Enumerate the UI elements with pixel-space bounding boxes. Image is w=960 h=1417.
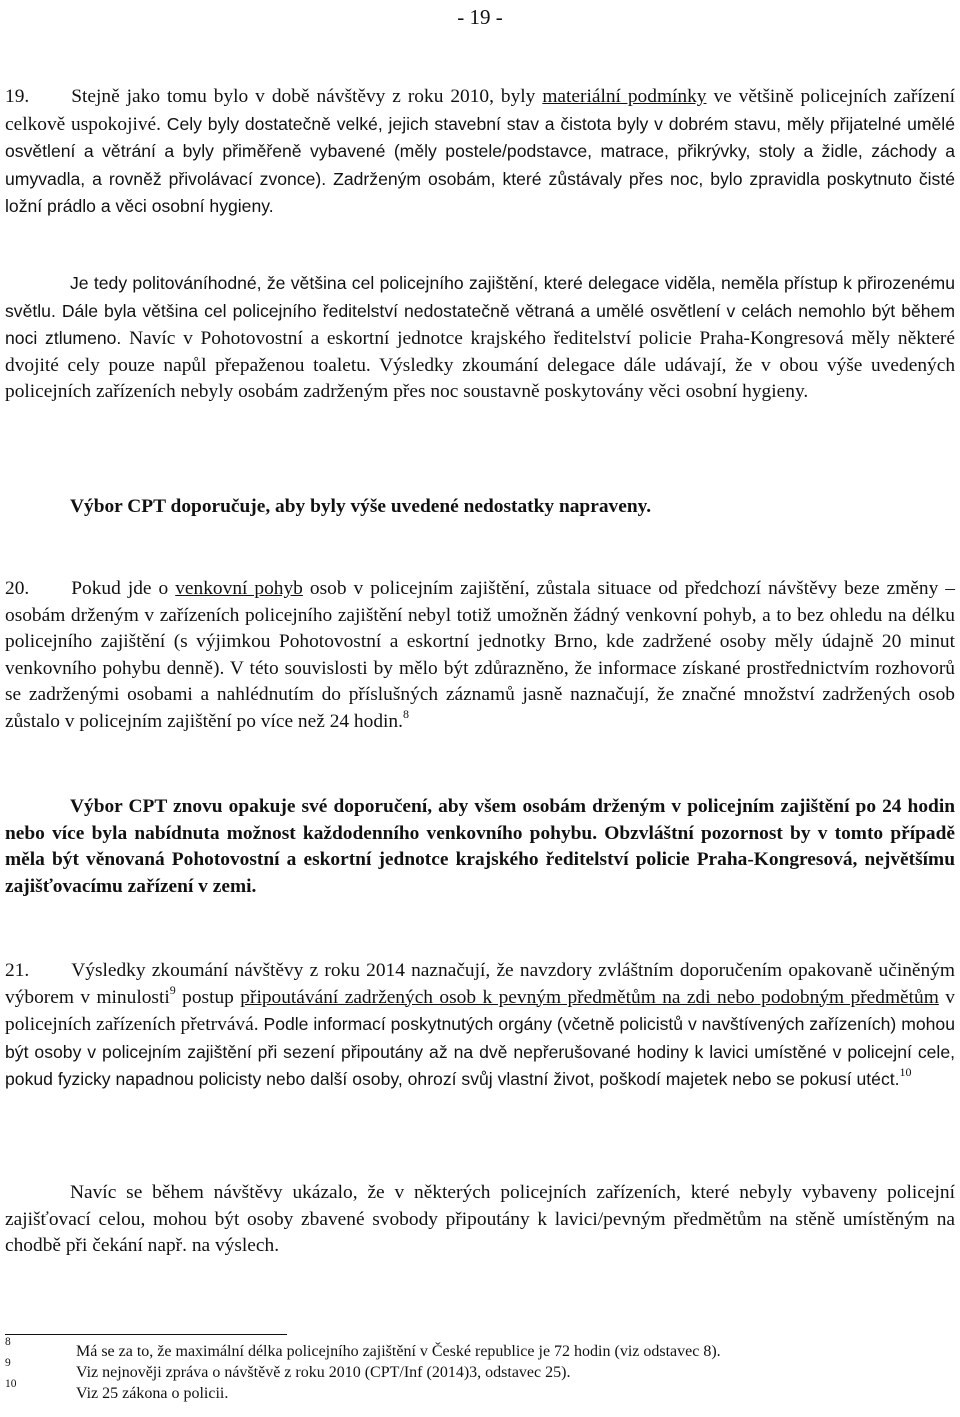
sentence: Cely byly dostatečně velké, jejich stavební stav a čistota byly v dobrém stavu, měly přijatelné umělé osvětlení a větrání a byly přiměřeně vybavené (měly postele/podstavce, matrace, přikrývky, stoly a židle, záchody a umyvadla, a rovněž přivolávací zvonce).: [5, 113, 955, 189]
footnote-ref: 10: [899, 1065, 912, 1080]
paragraph-20: 20. Pokud jde o venkovní pohyb osob v policejním zajištění, zůstala situace od předchozí návštěvy beze změny – osobám drženým v zařízeních policejního zajištění nebyl totiž umožněn žádný venkovní pohyb, a to bez ohledu na délku policejního zajištění (s výjimkou Pohotovostní a eskortní jednotky Brno, kde zadržené osoby měly údajně 20 minut venkovního pohybu denně). V této souvislosti by mělo být zdůrazněno, že informace získané prostřednictvím rozhovorů se zadrženými osobami a nahlédnutím do příslušných záznamů jasně naznačují, že značné množství zadržených osob zůstalo v policejním zajištění po více než 24 hodin.$^8$: [5, 578, 955, 732]
footnote-text: Viz 25 zákona o policii.: [76, 1385, 229, 1402]
footnote-text: Viz nejnověji zpráva o návštěvě z roku 2010 (CPT/Inf (2014)3, odstavec 25).: [76, 1364, 571, 1381]
footnote-mark: 9: [5, 1357, 11, 1369]
sentence: Je tedy politováníhodné, že většina cel policejního zajištění, které delegace viděla, neměla přístup k přirozenému světlu.: [5, 273, 955, 321]
footnote-ref: 9: [169, 982, 176, 997]
paragraph-19-continued: [5, 270, 955, 406]
page-number: - 19 -: [457, 5, 503, 29]
footnote-text: Má se za to, že maximální délka policejního zajištění v České republice je 72 hodin (viz odstavec 8).: [76, 1343, 721, 1360]
sentence: Dále byla většina cel policejního ředitelství nedostatečně větraná a umělé osvětlení v celách nemohlo být během noci ztlumeno.: [5, 300, 955, 349]
sentence: Zadrženým osobám, které zůstávaly přes noc, bylo zpravidla poskytnuto čisté ložní prádlo a věci osobní hygieny.: [5, 168, 955, 217]
footnote-mark: 8: [5, 1336, 11, 1348]
underlined-term: připoutávání zadržených osob k pevným předmětům na zdi nebo podobným předmětům: [240, 986, 939, 1008]
footnote: [0, 1336, 960, 1362]
footnote: [0, 1357, 960, 1383]
paragraph-21: 21. Výsledky zkoumání návštěvy z roku 2014 naznačují, že navzdory zvláštním doporučením opakovaně učiněným výborem v minulosti$^9$ postup připoutávání zadržených osob k pevným předmětům na zdi nebo podobným předmětům v policejních zařízeních přetrvává. Podle informací poskytnutých orgány (včetně policistů v navštívených zařízeních) mohou být osoby v policejním zajištění při sezení připoutány až na dvě nepřerušované hodiny k lavici umístěné v policejní cele, pokud fyzicky napadnou policisty nebo další osoby, ohrozí svůj vlastní život, poškodí majetek nebo se pokusí utéct.$^{10}$: [5, 960, 955, 1090]
footnote-separator: [5, 1334, 287, 1335]
paragraph-21-continued: Navíc se během návštěvy ukázalo, že v některých policejních zařízeních, které nebyly vybaveny policejní zajišťovací celou, mohou být osoby zbavené svobody připoutány k lavici/pevným předmětům na stěně umístěným na chodbě při čekání např. na výslech.: [5, 1182, 955, 1257]
underlined-term: venkovní pohyb: [175, 578, 303, 599]
recommendation-20: Výbor CPT znovu opakuje své doporučení, aby všem osobám drženým v policejním zajištění po 24 hodin nebo více byla nabídnuta možnost každodenního venkovního pohybu. Obzvláštní pozornost by v tomto případě měla být věnovaná Pohotovostní a eskortní jednotce krajského ředitelství policie Praha-Kongresová, největšímu zajišťovacímu zařízení v zemi.: [5, 796, 955, 897]
sentence: Stejně jako tomu bylo v době návštěvy z roku 2010, byly: [71, 86, 536, 107]
recommendation-19: Výbor CPT doporučuje, aby byly výše uvedené nedostatky napraveny.: [70, 496, 652, 517]
paragraph-number: 20.: [5, 578, 30, 599]
sentence: Výsledky zkoumání delegace dále udávají, že v obou výše uvedených policejních zařízeních nebyly osobám zadrženým přes noc soustavně poskytovány věci osobní hygieny.: [5, 354, 956, 403]
underlined-term: materiální podmínky: [542, 86, 707, 107]
paragraph-number: 21.: [5, 960, 30, 981]
paragraph-19: [5, 84, 955, 221]
paragraph-number: 19.: [5, 86, 30, 107]
footnote-mark: 10: [5, 1378, 17, 1390]
footnotes: [0, 1336, 960, 1404]
sentence: ve většině policejních zařízení celkově uspokojivé.: [5, 86, 955, 135]
sentence: Navíc v Pohotovostní a eskortní jednotce krajského ředitelství policie Praha-Kongresová měly některé dvojité cely pouze napůl přepaženou toaletu.: [5, 328, 955, 376]
footnote: [0, 1378, 960, 1404]
footnote-ref: 8: [402, 706, 409, 721]
